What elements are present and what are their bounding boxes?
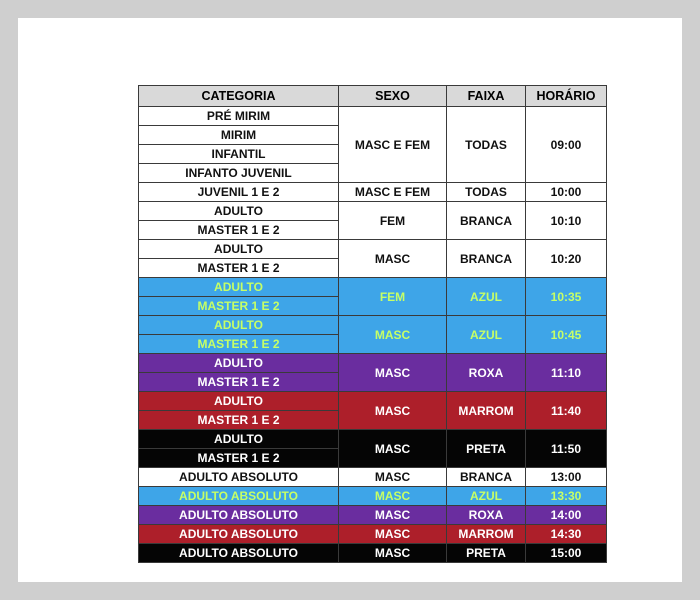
table-header — [139, 86, 607, 107]
category-cell: ADULTO — [139, 240, 339, 259]
category-cell: ADULTO — [139, 354, 339, 373]
category-cell: INFANTIL — [139, 145, 339, 164]
table-row — [139, 316, 607, 335]
horario-cell: 10:45 — [526, 316, 607, 354]
category-cell: MASTER 1 E 2 — [139, 221, 339, 240]
category-cell: ADULTO — [139, 430, 339, 449]
faixa-cell: PRETA — [447, 430, 526, 468]
faixa-cell: BRANCA — [447, 468, 526, 487]
faixa-cell: AZUL — [447, 316, 526, 354]
faixa-cell: PRETA — [447, 544, 526, 563]
horario-cell: 10:20 — [526, 240, 607, 278]
faixa-cell: AZUL — [447, 278, 526, 316]
table-row — [139, 430, 607, 449]
faixa-cell: BRANCA — [447, 202, 526, 240]
faixa-cell: MARROM — [447, 525, 526, 544]
table-row — [139, 487, 607, 506]
horario-cell: 13:00 — [526, 468, 607, 487]
horario-cell: 10:10 — [526, 202, 607, 240]
header-horario: HORÁRIO — [526, 86, 607, 107]
category-cell: ADULTO ABSOLUTO — [139, 468, 339, 487]
faixa-cell: ROXA — [447, 506, 526, 525]
horario-cell: 14:30 — [526, 525, 607, 544]
document-sheet — [18, 18, 682, 582]
horario-cell: 13:30 — [526, 487, 607, 506]
category-cell: ADULTO — [139, 316, 339, 335]
faixa-cell: BRANCA — [447, 240, 526, 278]
category-cell: ADULTO — [139, 278, 339, 297]
category-cell: MASTER 1 E 2 — [139, 297, 339, 316]
category-cell: ADULTO ABSOLUTO — [139, 544, 339, 563]
sexo-cell: FEM — [339, 202, 447, 240]
table-row — [139, 392, 607, 411]
category-cell: INFANTO JUVENIL — [139, 164, 339, 183]
category-cell: ADULTO ABSOLUTO — [139, 487, 339, 506]
category-cell: JUVENIL 1 E 2 — [139, 183, 339, 202]
table-row — [139, 544, 607, 563]
sexo-cell: MASC E FEM — [339, 107, 447, 183]
horario-cell: 11:10 — [526, 354, 607, 392]
horario-cell: 09:00 — [526, 107, 607, 183]
sexo-cell: MASC — [339, 544, 447, 563]
category-cell: ADULTO — [139, 392, 339, 411]
faixa-cell: MARROM — [447, 392, 526, 430]
sexo-cell: MASC — [339, 392, 447, 430]
header-categoria: CATEGORIA — [139, 86, 339, 107]
table-row — [139, 183, 607, 202]
sexo-cell: MASC — [339, 506, 447, 525]
category-cell: MASTER 1 E 2 — [139, 373, 339, 392]
sexo-cell: FEM — [339, 278, 447, 316]
sexo-cell: MASC — [339, 525, 447, 544]
sexo-cell: MASC — [339, 430, 447, 468]
sexo-cell: MASC E FEM — [339, 183, 447, 202]
sexo-cell: MASC — [339, 468, 447, 487]
faixa-cell: TODAS — [447, 183, 526, 202]
category-cell: MIRIM — [139, 126, 339, 145]
faixa-cell: AZUL — [447, 487, 526, 506]
sexo-cell: MASC — [339, 240, 447, 278]
horario-cell: 15:00 — [526, 544, 607, 563]
category-cell: ADULTO ABSOLUTO — [139, 506, 339, 525]
sexo-cell: MASC — [339, 487, 447, 506]
horario-cell: 10:35 — [526, 278, 607, 316]
table-row — [139, 525, 607, 544]
category-cell: MASTER 1 E 2 — [139, 411, 339, 430]
category-cell: PRÉ MIRIM — [139, 107, 339, 126]
category-cell: MASTER 1 E 2 — [139, 449, 339, 468]
table-row — [139, 202, 607, 221]
header-sexo: SEXO — [339, 86, 447, 107]
table-row — [139, 354, 607, 373]
faixa-cell: TODAS — [447, 107, 526, 183]
table-row — [139, 468, 607, 487]
horario-cell: 14:00 — [526, 506, 607, 525]
horario-cell: 11:50 — [526, 430, 607, 468]
category-cell: MASTER 1 E 2 — [139, 259, 339, 278]
category-cell: MASTER 1 E 2 — [139, 335, 339, 354]
schedule-table — [138, 85, 607, 563]
table-row — [139, 240, 607, 259]
horario-cell: 10:00 — [526, 183, 607, 202]
sexo-cell: MASC — [339, 316, 447, 354]
table-row — [139, 107, 607, 126]
header-row — [139, 86, 607, 107]
horario-cell: 11:40 — [526, 392, 607, 430]
table-body — [139, 107, 607, 563]
category-cell: ADULTO — [139, 202, 339, 221]
category-cell: ADULTO ABSOLUTO — [139, 525, 339, 544]
table-row — [139, 278, 607, 297]
header-faixa: FAIXA — [447, 86, 526, 107]
table-row — [139, 506, 607, 525]
faixa-cell: ROXA — [447, 354, 526, 392]
sexo-cell: MASC — [339, 354, 447, 392]
